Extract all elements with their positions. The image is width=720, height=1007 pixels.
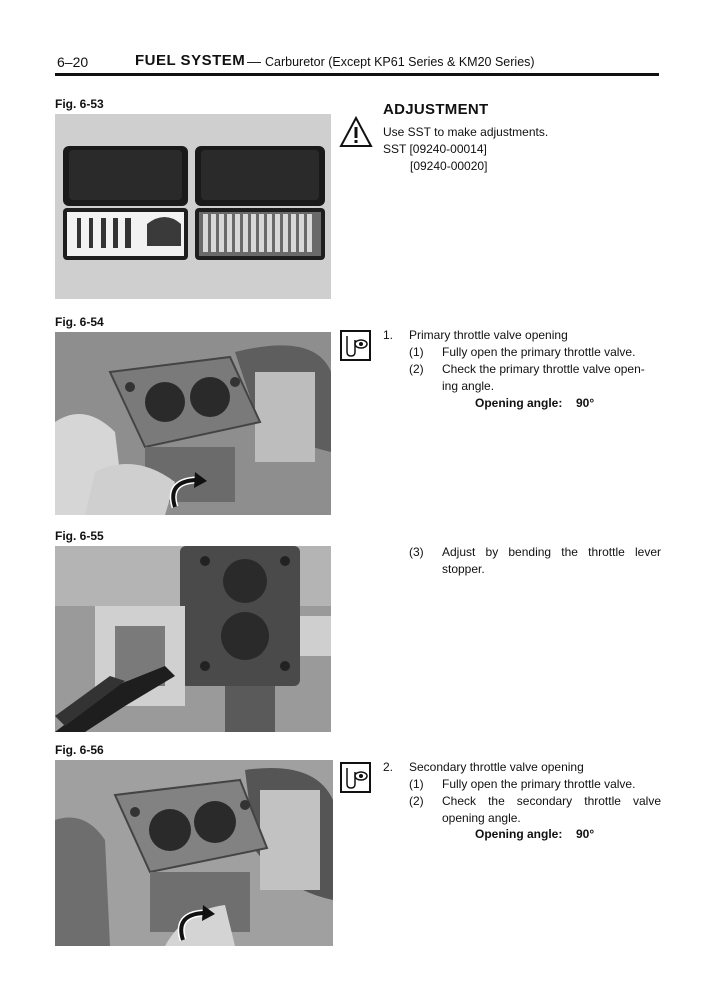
substep-text: Adjust by bending the throttle lever [442, 545, 661, 559]
section-subtitle: Carburetor (Except KP61 Series & KM20 Series) [265, 55, 535, 69]
inspect-gauge-icon [340, 330, 371, 361]
substep-number: (1) [409, 777, 424, 791]
header-dash: — [247, 53, 261, 69]
secondary-throttle-photo [55, 760, 333, 946]
substep-number: (1) [409, 345, 424, 359]
page-number: 6–20 [57, 54, 89, 70]
adjustment-line: Use SST to make adjustments. [383, 125, 549, 139]
substep-text: Check the primary throttle valve open- [442, 362, 645, 376]
spec-value: 90° [576, 827, 595, 841]
figure-label: Fig. 6-56 [55, 743, 104, 757]
figure-label: Fig. 6-54 [55, 315, 104, 329]
spec-label: Opening angle: [475, 396, 563, 410]
caution-triangle-icon [339, 116, 373, 153]
inspect-gauge-icon [340, 762, 371, 793]
header-rule [55, 73, 659, 76]
substep-text: Fully open the primary throttle valve. [442, 777, 636, 791]
throttle-stopper-photo [55, 546, 331, 732]
substep-number: (2) [409, 362, 424, 376]
sst-kit-photo [55, 114, 331, 299]
substep-text: stopper. [442, 562, 485, 576]
substep-text: Check the secondary throttle valve [442, 794, 661, 808]
adjustment-heading: ADJUSTMENT [383, 101, 489, 118]
substep-number: (3) [409, 545, 424, 559]
substep-text: Fully open the primary throttle valve. [442, 345, 636, 359]
step-title: Secondary throttle valve opening [409, 760, 584, 774]
figure-label: Fig. 6-53 [55, 97, 104, 111]
spec-value: 90° [576, 396, 595, 410]
sst-number-2: [09240-00020] [410, 159, 488, 173]
primary-throttle-photo [55, 332, 331, 515]
section-title: FUEL SYSTEM [135, 52, 246, 69]
spec-label: Opening angle: [475, 827, 563, 841]
step-number: 1. [383, 328, 394, 342]
step-number: 2. [383, 760, 394, 774]
substep-number: (2) [409, 794, 424, 808]
substep-text: opening angle. [442, 811, 521, 825]
substep-text: ing angle. [442, 379, 495, 393]
figure-label: Fig. 6-55 [55, 529, 104, 543]
sst-number-1: SST [09240-00014] [383, 142, 487, 156]
step-title: Primary throttle valve opening [409, 328, 568, 342]
